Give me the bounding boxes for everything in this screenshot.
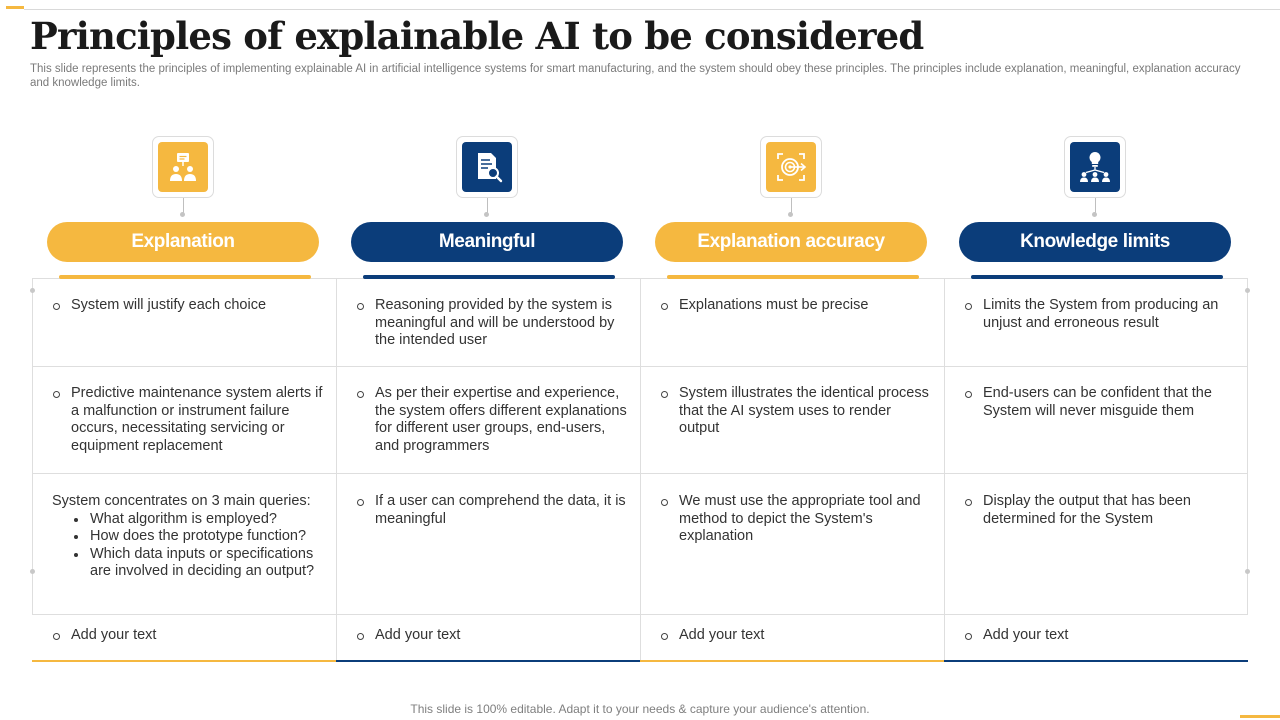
- heading-meaningful: Meaningful: [351, 222, 623, 262]
- column-explanation-accuracy: [640, 0, 944, 720]
- list-item: What algorithm is employed?: [52, 511, 324, 529]
- add-your-text[interactable]: Add your text: [356, 627, 628, 645]
- cell-meaningful-3: [336, 493, 640, 528]
- cell-explanation-accuracy-3: [640, 493, 944, 546]
- list-item: Predictive maintenance system alerts if a malfunction or instrument failure occurs, necessitating servicing or equipment replacement: [52, 385, 324, 455]
- list-item: As per their expertise and experience, the system offers different explanations for different user groups, end-users, and programmers: [356, 385, 628, 455]
- column-explanation: [32, 0, 336, 720]
- page-title: Principles of explainable AI to be considered: [30, 14, 924, 58]
- list-item: If a user can comprehend the data, it is meaningful: [356, 493, 628, 528]
- cell-knowledge-limits-1: [944, 297, 1248, 332]
- cell-knowledge-limits-3: [944, 493, 1248, 528]
- cell-explanation-accuracy-4[interactable]: [640, 627, 944, 645]
- list-item: How does the prototype function?: [52, 528, 324, 546]
- top-accent-bar: [6, 6, 24, 9]
- heading-explanation: Explanation: [47, 222, 319, 262]
- add-your-text[interactable]: Add your text: [52, 627, 324, 645]
- cell-meaningful-4[interactable]: [336, 627, 640, 645]
- lightbulb-team-icon: [1078, 150, 1112, 184]
- icon-frame: [1064, 136, 1126, 198]
- queries-intro: System concentrates on 3 main queries:: [52, 493, 311, 509]
- heading-explanation-accuracy: Explanation accuracy: [655, 222, 927, 262]
- column-meaningful: [336, 0, 640, 720]
- list-item: We must use the appropriate tool and method to depict the System's explanation: [660, 493, 932, 546]
- target-arrow-icon: [774, 150, 808, 184]
- cell-knowledge-limits-2: [944, 385, 1248, 420]
- document-search-icon: [470, 150, 504, 184]
- cell-explanation-accuracy-2: [640, 385, 944, 438]
- footer-note: This slide is 100% editable. Adapt it to your needs & capture your audience's attention.: [410, 702, 870, 716]
- add-your-text[interactable]: Add your text: [660, 627, 932, 645]
- icon-frame: [152, 136, 214, 198]
- list-item: Explanations must be precise: [660, 297, 932, 315]
- cell-knowledge-limits-4[interactable]: [944, 627, 1248, 645]
- list-item: Limits the System from producing an unjust and erroneous result: [964, 297, 1236, 332]
- cell-meaningful-2: [336, 385, 640, 455]
- add-your-text[interactable]: Add your text: [964, 627, 1236, 645]
- list-item: Display the output that has been determined for the System: [964, 493, 1236, 528]
- cell-explanation-4[interactable]: [32, 627, 336, 645]
- list-item: System illustrates the identical process that the AI system uses to render output: [660, 385, 932, 438]
- list-item: End-users can be confident that the System will never misguide them: [964, 385, 1236, 420]
- presentation-users-icon: [166, 150, 200, 184]
- cell-explanation-1: [32, 297, 336, 315]
- list-item: Reasoning provided by the system is meaningful and will be understood by the intended user: [356, 297, 628, 350]
- list-item: System will justify each choice: [52, 297, 324, 315]
- cell-explanation-2: [32, 385, 336, 455]
- heading-knowledge-limits: Knowledge limits: [959, 222, 1231, 262]
- icon-frame: [760, 136, 822, 198]
- cell-meaningful-1: [336, 297, 640, 350]
- cell-explanation-accuracy-1: [640, 297, 944, 315]
- list-item: Which data inputs or specifications are involved in deciding an output?: [52, 546, 324, 581]
- icon-frame: [456, 136, 518, 198]
- column-knowledge-limits: [944, 0, 1248, 720]
- bottom-accent-bar: [1240, 715, 1280, 718]
- cell-explanation-3: [32, 493, 336, 581]
- page-subtitle: This slide represents the principles of implementing explainable AI in artificial intelligence systems for smart manufacturing, and the system should obey these principles. The principles include explanation, meaningful, explanation accuracy and knowledge limits.: [30, 63, 1241, 89]
- queries-list: [52, 511, 324, 581]
